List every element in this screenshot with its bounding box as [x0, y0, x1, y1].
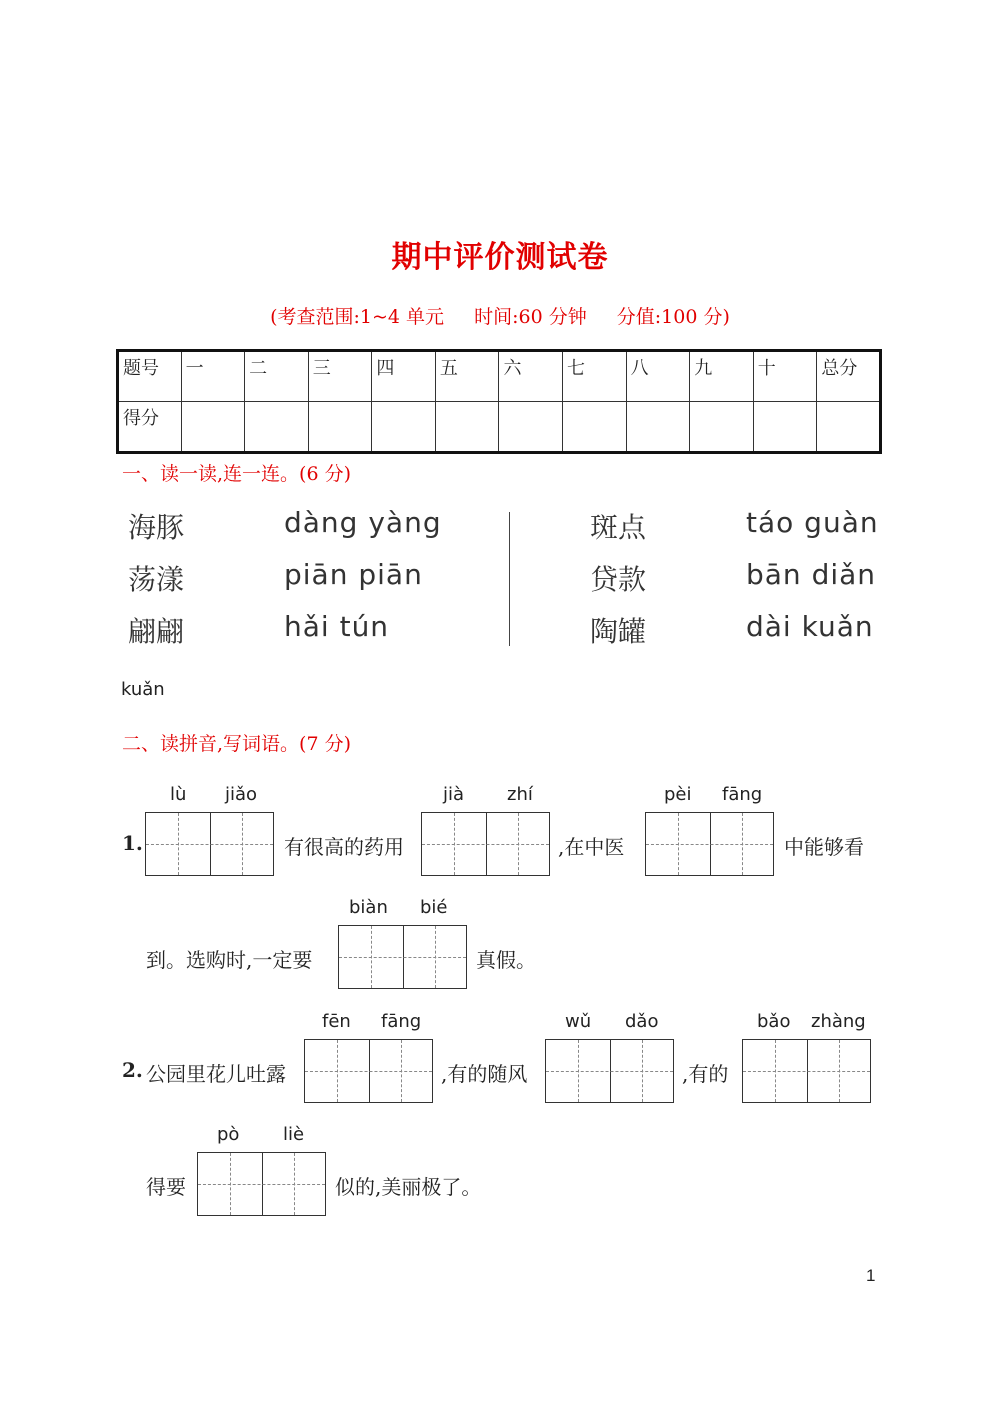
pinyin-label: liè [283, 1124, 305, 1145]
score-table-col: 总分 [817, 351, 881, 402]
question-text: 到。选购时,一定要 [146, 948, 313, 972]
exam-time: 时间:60 分钟 [474, 306, 587, 328]
exam-title: 期中评价测试卷 [391, 240, 609, 275]
score-table-col: 一 [181, 351, 245, 402]
question-text: 得要 [146, 1175, 186, 1199]
exam-subtitle [0, 302, 1000, 329]
pinyin-label: dǎo [625, 1011, 659, 1032]
writing-box[interactable] [145, 812, 274, 876]
pinyin-label: lù [170, 784, 187, 805]
section2-heading: 二、读拼音,写词语。(7 分) [122, 733, 351, 755]
score-cell[interactable] [690, 402, 754, 453]
left-pinyin: piān piān [284, 558, 423, 591]
pinyin-label: bǎo [757, 1011, 791, 1032]
score-cell[interactable] [563, 402, 627, 453]
right-pinyin: dài kuǎn [746, 610, 874, 643]
score-table-col: 十 [753, 351, 817, 402]
left-pinyin: dàng yàng [284, 506, 442, 539]
writing-box[interactable] [421, 812, 550, 876]
score-table [116, 349, 882, 454]
score-table-col: 三 [308, 351, 372, 402]
question-text: 中能够看 [784, 835, 864, 859]
question-text: ,有的随风 [441, 1062, 528, 1086]
pinyin-label: zhí [507, 784, 533, 805]
question-text: 有很高的药用 [284, 835, 404, 859]
writing-box[interactable] [304, 1039, 433, 1103]
score-table-col: 二 [245, 351, 309, 402]
pinyin-label: bié [420, 897, 448, 918]
writing-box[interactable] [742, 1039, 871, 1103]
right-word: 陶罐 [590, 615, 647, 648]
score-table-col: 四 [372, 351, 436, 402]
writing-box[interactable] [645, 812, 774, 876]
question-number: 1. [122, 831, 143, 855]
score-cell[interactable] [817, 402, 881, 453]
score-cell[interactable] [753, 402, 817, 453]
writing-box[interactable] [338, 925, 467, 989]
pinyin-label: pèi [664, 784, 692, 805]
pinyin-label: pò [217, 1124, 240, 1145]
score-cell[interactable] [499, 402, 563, 453]
pinyin-label: zhàng [811, 1011, 866, 1032]
left-word: 荡漾 [128, 563, 185, 596]
score-table-col: 六 [499, 351, 563, 402]
left-pinyin: hǎi tún [284, 610, 390, 643]
pinyin-label: jià [443, 784, 465, 805]
pinyin-label: jiǎo [225, 784, 258, 805]
stray-pinyin: kuǎn [121, 679, 165, 700]
question-number: 2. [122, 1058, 143, 1082]
score-table-col: 七 [563, 351, 627, 402]
score-cell[interactable] [245, 402, 309, 453]
score-table-row-label: 题号 [118, 351, 182, 402]
exam-scope: (考查范围:1~4 单元 [270, 306, 445, 328]
left-word: 海豚 [128, 511, 185, 544]
page-number: 1 [866, 1266, 876, 1285]
pinyin-label: fēn [322, 1011, 351, 1032]
question-text: 公园里花儿吐露 [146, 1062, 286, 1086]
score-table-row-label: 得分 [118, 402, 182, 453]
writing-box[interactable] [197, 1152, 326, 1216]
score-cell[interactable] [181, 402, 245, 453]
score-cell[interactable] [626, 402, 690, 453]
question-text: ,有的 [682, 1062, 729, 1086]
right-pinyin: táo guàn [746, 506, 879, 539]
score-table-col: 九 [690, 351, 754, 402]
exam-total-score: 分值:100 分) [616, 306, 730, 328]
question-text: 似的,美丽极了。 [335, 1175, 482, 1199]
right-pinyin: bān diǎn [746, 558, 877, 591]
column-divider [509, 512, 510, 646]
pinyin-label: fāng [381, 1011, 422, 1032]
writing-box[interactable] [545, 1039, 674, 1103]
score-cell[interactable] [435, 402, 499, 453]
score-table-score-row [118, 402, 881, 453]
section1-heading: 一、读一读,连一连。(6 分) [122, 463, 351, 485]
pinyin-label: wǔ [565, 1011, 592, 1032]
score-table-col: 五 [435, 351, 499, 402]
score-table-header-row [118, 351, 881, 402]
score-cell[interactable] [308, 402, 372, 453]
score-table-col: 八 [626, 351, 690, 402]
pinyin-label: fāng [722, 784, 763, 805]
pinyin-label: biàn [349, 897, 388, 918]
left-word: 翩翩 [128, 615, 185, 648]
question-text: 真假。 [476, 948, 536, 972]
right-word: 斑点 [590, 511, 647, 544]
right-word: 贷款 [590, 563, 647, 596]
question-text: ,在中医 [558, 835, 625, 859]
score-cell[interactable] [372, 402, 436, 453]
